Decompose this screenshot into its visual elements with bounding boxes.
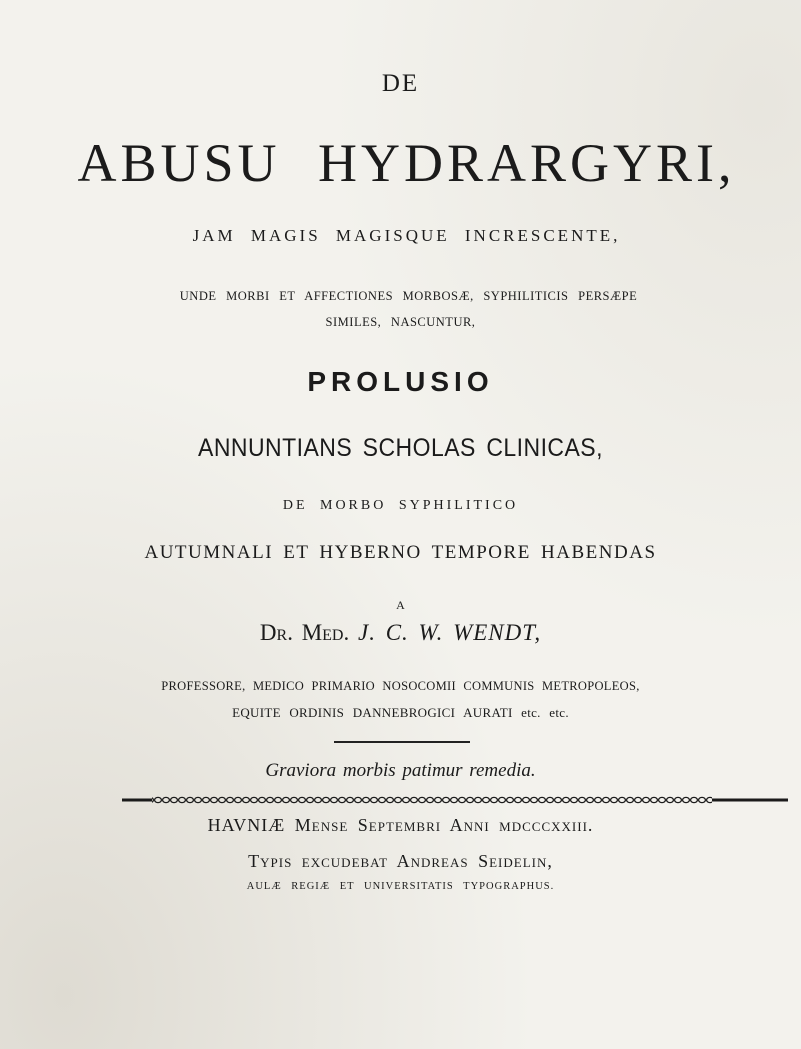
author-name: J. C. W. WENDT, — [357, 620, 542, 645]
de-top-heading: DE — [381, 70, 420, 97]
annuntians-heading: ANNUNTIANS SCHOLAS CLINICAS, — [198, 434, 603, 462]
short-rule — [334, 741, 470, 743]
professore-line: PROFESSORE, MEDICO PRIMARIO NOSOCOMII COMMUNIS METROPOLEOS, — [161, 679, 640, 693]
imprint-printer: Typis excudebat Andreas Seidelin, — [248, 851, 553, 871]
imprint-aulae: AULÆ REGIÆ ET UNIVERSITATIS TYPOGRAPHUS. — [246, 881, 555, 892]
author-prefix: Dr. Med. — [259, 620, 350, 645]
equite-line: EQUITE ORDINIS DANNEBROGICI AURATI etc. etc. — [232, 705, 569, 720]
autumnali-line: AUTUMNALI ET HYBERNO TEMPORE HABENDAS — [144, 542, 657, 563]
subtitle-jam: JAM MAGIS MAGISQUE INCRESCENTE, — [192, 226, 621, 245]
de-morbo-line: DE MORBO SYPHILITICO — [282, 498, 519, 513]
ornamental-rule — [122, 796, 788, 804]
author-line — [0, 620, 801, 646]
subtitle-unde: UNDE MORBI ET AFFECTIONES MORBOSÆ, SYPHILITICIS PERSÆPE — [179, 289, 638, 303]
main-title: ABUSU HYDRARGYRI, — [77, 133, 736, 193]
prolusio-heading: PROLUSIO — [307, 366, 494, 397]
a-line: A — [396, 598, 405, 612]
imprint-place: HAVNIÆ Mense Septembri Anni mdcccxxiii. — [207, 815, 594, 835]
subtitle-similes: SIMILES, NASCUNTUR, — [325, 315, 476, 329]
motto: Graviora morbis patimur remedia. — [265, 760, 536, 781]
